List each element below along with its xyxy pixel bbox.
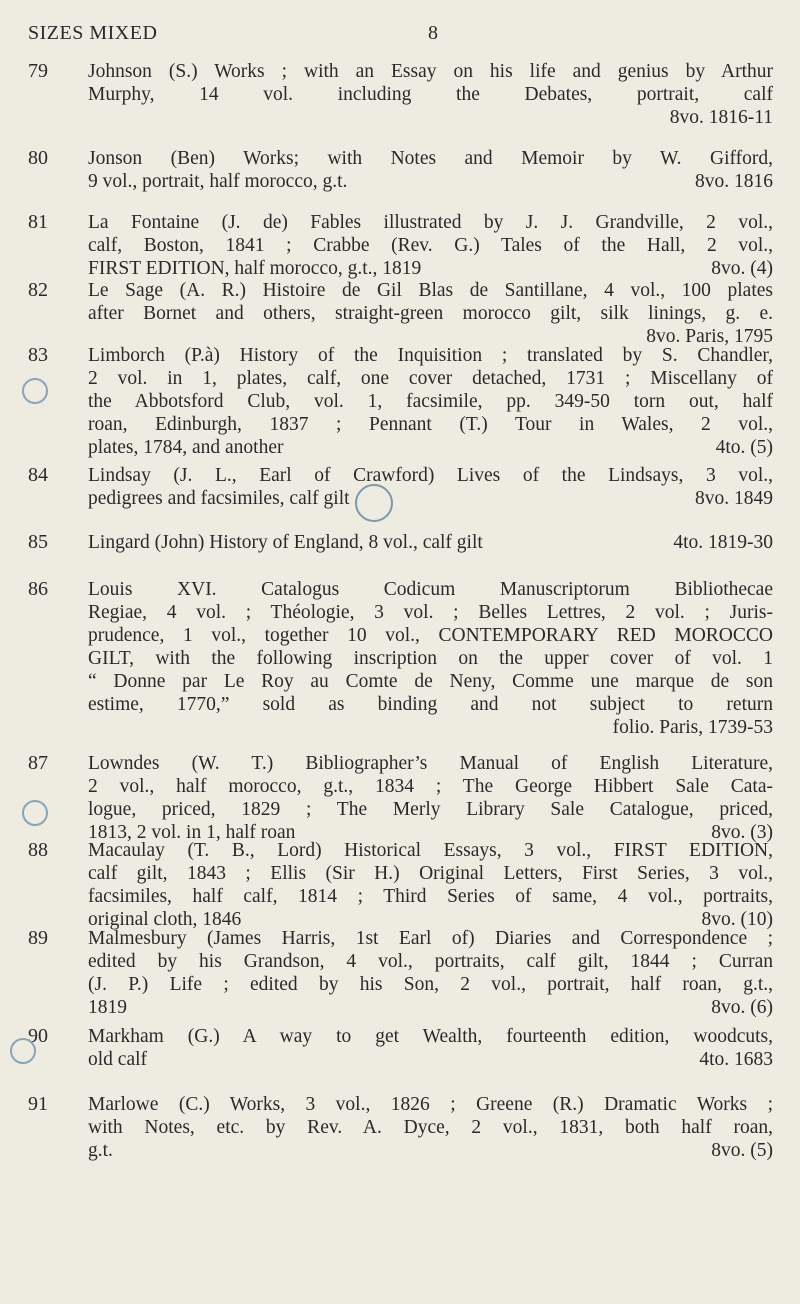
lot-number: 88 (28, 839, 48, 861)
section-title: SIZES MIXED (28, 22, 158, 44)
lot-description (88, 1093, 773, 1162)
lot-description (88, 1025, 773, 1071)
final-line (88, 1048, 773, 1071)
page-number: 8 (428, 22, 438, 44)
description-line: facsimiles, half calf, 1814 ; Third Series of same, 4 vol., portraits, (88, 886, 773, 907)
description-line: the Abbotsford Club, vol. 1, facsimile, pp. 349-50 torn out, half (88, 391, 773, 412)
description-line: (J. P.) Life ; edited by his Son, 2 vol., portrait, half roan, g.t., (88, 974, 773, 995)
description-line: estime, 1770,” sold as binding and not subject to return (88, 694, 773, 715)
lot-number: 86 (28, 578, 48, 600)
description-line: Malmesbury (James Harris, 1st Earl of) Diaries and Correspondence ; (88, 928, 773, 949)
final-line-text: FIRST EDITION, half morocco, g.t., 1819 (88, 258, 422, 279)
description-line: Regiae, 4 vol. ; Théologie, 3 vol. ; Belles Lettres, 2 vol. ; Juris- (88, 602, 773, 623)
format-date: 8vo. (6) (711, 997, 773, 1018)
lot-description (88, 344, 773, 459)
description-line: La Fontaine (J. de) Fables illustrated by J. J. Grandville, 2 vol., (88, 212, 773, 233)
description-line: with Notes, etc. by Rev. A. Dyce, 2 vol., 1831, both half roan, (88, 1117, 773, 1138)
description-line: Le Sage (A. R.) Histoire de Gil Blas de Santillane, 4 vol., 100 plates (88, 280, 773, 301)
lot-number: 82 (28, 279, 48, 301)
page-header (28, 22, 760, 52)
lot-number: 91 (28, 1093, 48, 1115)
final-line-text: 9 vol., portrait, half morocco, g.t. (88, 171, 348, 192)
format-date: 4to. 1819-30 (673, 532, 773, 553)
format-date: 8vo. (5) (711, 1140, 773, 1161)
description-line: logue, priced, 1829 ; The Merly Library Sale Catalogue, priced, (88, 799, 773, 820)
lot-description (88, 147, 773, 193)
final-line-text: 1819 (88, 997, 127, 1018)
description-line: Marlowe (C.) Works, 3 vol., 1826 ; Greene (R.) Dramatic Works ; (88, 1094, 773, 1115)
pencil-mark-icon (22, 378, 48, 404)
description-line: Macaulay (T. B., Lord) Historical Essays, 3 vol., FIRST EDITION, (88, 840, 773, 861)
final-line-text: original cloth, 1846 (88, 909, 242, 930)
description-line: Limborch (P.à) History of the Inquisition ; translated by S. Chandler, (88, 345, 773, 366)
lot-number: 84 (28, 464, 48, 486)
description-line: edited by his Grandson, 4 vol., portraits, calf gilt, 1844 ; Curran (88, 951, 773, 972)
format-date: 4to. 1683 (699, 1049, 773, 1070)
final-line (88, 436, 773, 459)
description-line: 2 vol. in 1, plates, calf, one cover detached, 1731 ; Miscellany of (88, 368, 773, 389)
format-date: 8vo. (10) (701, 909, 773, 930)
description-line: Louis XVI. Catalogus Codicum Manuscriptorum Bibliothecae (88, 579, 773, 600)
final-line (88, 996, 773, 1019)
description-line: Lowndes (W. T.) Bibliographer’s Manual of English Literature, (88, 753, 773, 774)
lot-number: 79 (28, 60, 48, 82)
description-line: roan, Edinburgh, 1837 ; Pennant (T.) Tour in Wales, 2 vol., (88, 414, 773, 435)
lot-description (88, 531, 773, 554)
final-line (88, 1139, 773, 1162)
description-line: Lindsay (J. L., Earl of Crawford) Lives of the Lindsays, 3 vol., (88, 465, 773, 486)
final-line-text: old calf (88, 1049, 148, 1070)
lot-number: 81 (28, 211, 48, 233)
format-date: 8vo. (3) (711, 822, 773, 843)
description-line: Jonson (Ben) Works; with Notes and Memoir by W. Gifford, (88, 148, 773, 169)
format-date: folio. Paris, 1739-53 (612, 717, 773, 738)
final-line-text: 1813, 2 vol. in 1, half roan (88, 822, 296, 843)
final-line-text: Lingard (John) History of England, 8 vol., calf gilt (88, 532, 483, 553)
final-line (88, 487, 773, 510)
description-line: Markham (G.) A way to get Wealth, fourteenth edition, woodcuts, (88, 1026, 773, 1047)
final-line (88, 170, 773, 193)
lot-description (88, 927, 773, 1019)
lot-description (88, 752, 773, 844)
final-line-text: pedigrees and facsimiles, calf gilt (88, 488, 350, 509)
lot-number: 83 (28, 344, 48, 366)
lot-number: 80 (28, 147, 48, 169)
lot-number: 85 (28, 531, 48, 553)
format-date: 8vo. 1816 (695, 171, 773, 192)
description-line: GILT, with the following inscription on the upper cover of vol. 1 (88, 648, 773, 669)
format-date: 8vo. (4) (711, 258, 773, 279)
description-line: Murphy, 14 vol. including the Debates, portrait, calf (88, 84, 773, 105)
lot-number: 90 (28, 1025, 48, 1047)
final-line-text: g.t. (88, 1140, 113, 1161)
description-line: 2 vol., half morocco, g.t., 1834 ; The George Hibbert Sale Cata- (88, 776, 773, 797)
lot-description (88, 279, 773, 348)
lot-description (88, 60, 773, 129)
description-line: calf, Boston, 1841 ; Crabbe (Rev. G.) Tales of the Hall, 2 vol., (88, 235, 773, 256)
lot-description (88, 464, 773, 510)
final-line (88, 531, 773, 554)
lot-description (88, 211, 773, 280)
pencil-mark-icon (10, 1038, 36, 1064)
ink-stamp-icon (355, 484, 393, 522)
description-line: calf gilt, 1843 ; Ellis (Sir H.) Original Letters, First Series, 3 vol., (88, 863, 773, 884)
lot-description (88, 578, 773, 739)
lot-description (88, 839, 773, 931)
format-date: 8vo. Paris, 1795 (646, 326, 773, 347)
pencil-mark-icon (22, 800, 48, 826)
format-date: 8vo. 1849 (695, 488, 773, 509)
description-line: after Bornet and others, straight-green morocco gilt, silk linings, g. e. (88, 303, 773, 324)
final-line-text: plates, 1784, and another (88, 437, 284, 458)
format-date: 8vo. 1816-11 (669, 107, 773, 128)
description-line: Johnson (S.) Works ; with an Essay on his life and genius by Arthur (88, 61, 773, 82)
description-line: prudence, 1 vol., together 10 vol., CONTEMPORARY RED MOROCCO (88, 625, 773, 646)
format-date: 4to. (5) (715, 437, 773, 458)
lot-number: 89 (28, 927, 48, 949)
lot-number: 87 (28, 752, 48, 774)
description-line: “ Donne par Le Roy au Comte de Neny, Comme une marque de son (88, 671, 773, 692)
final-line (88, 257, 773, 280)
